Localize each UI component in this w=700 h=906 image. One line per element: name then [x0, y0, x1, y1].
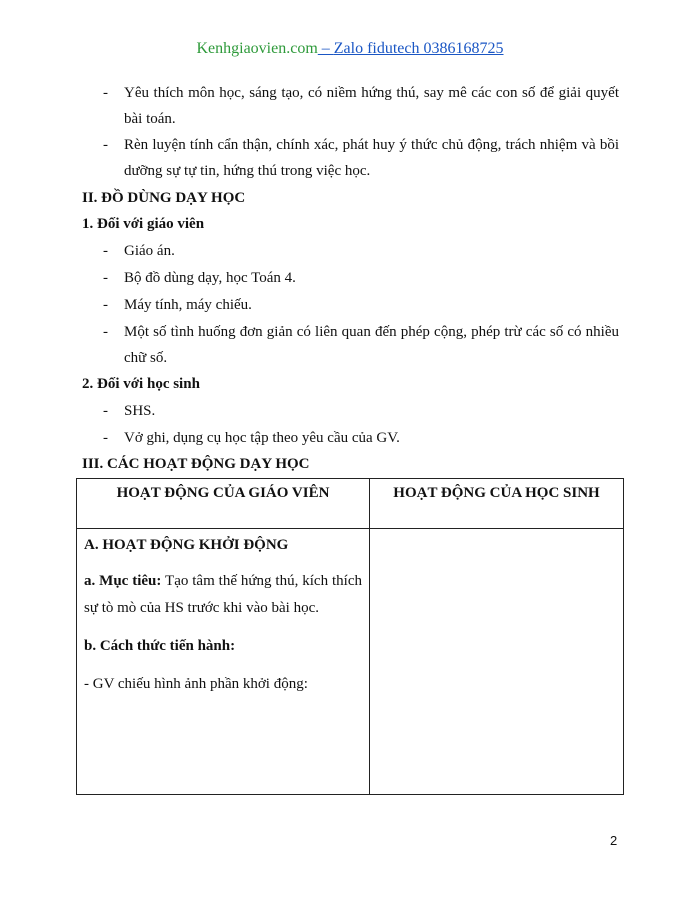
goal-paragraph	[84, 568, 362, 622]
header-contact-link[interactable]: Zalo fidutech 0386168725	[333, 40, 504, 57]
list-item: - Một số tình huống đơn giản có liên quan đến phép cộng, phép trừ các số có nhiều chữ số.	[103, 324, 619, 366]
goal-label: a. Mục tiêu:	[84, 573, 162, 589]
list-item: - Yêu thích môn học, sáng tạo, có niềm hứng thú, say mê các con số để giải quyết bài toán.	[103, 85, 619, 127]
subheading-teacher: 1. Đối với giáo viên	[82, 216, 205, 232]
table-header-student: HOẠT ĐỘNG CỦA HỌC SINH	[370, 479, 624, 529]
goal-text: Tạo tâm thế hứng thú, kích thích sự tò mò của HS trước khi vào bài học.	[84, 573, 362, 616]
activity-title: A. HOẠT ĐỘNG KHỞI ĐỘNG	[84, 537, 289, 553]
list-item: - Máy tính, máy chiếu.	[103, 297, 252, 313]
section-heading-activities: III. CÁC HOẠT ĐỘNG DẠY HỌC	[82, 456, 310, 472]
list-item: - Vở ghi, dụng cụ học tập theo yêu cầu của GV.	[103, 430, 400, 446]
section-heading-materials: II. ĐỒ DÙNG DẠY HỌC	[82, 190, 246, 206]
teacher-activity-cell	[77, 529, 370, 795]
method-label: b. Cách thức tiến hành:	[84, 638, 236, 654]
list-item: - Rèn luyện tính cẩn thận, chính xác, phát huy ý thức chủ động, trách nhiệm và bồi dưỡng sự tự tin, hứng thú trong việc học.	[103, 137, 619, 179]
list-item: - Bộ đồ dùng dạy, học Toán 4.	[103, 270, 296, 286]
student-activity-cell	[370, 529, 624, 795]
list-item: - SHS.	[103, 403, 156, 419]
step-text: - GV chiếu hình ảnh phần khởi động:	[84, 676, 308, 692]
header-site: Kenhgiaovien.com	[196, 40, 318, 57]
page-header	[0, 40, 700, 58]
activities-table	[76, 478, 624, 795]
page-number: 2	[610, 833, 618, 848]
table-header-teacher: HOẠT ĐỘNG CỦA GIÁO VIÊN	[77, 479, 370, 529]
header-separator: –	[317, 40, 334, 57]
list-item: - Giáo án.	[103, 243, 175, 259]
subheading-student: 2. Đối với học sinh	[82, 376, 200, 392]
